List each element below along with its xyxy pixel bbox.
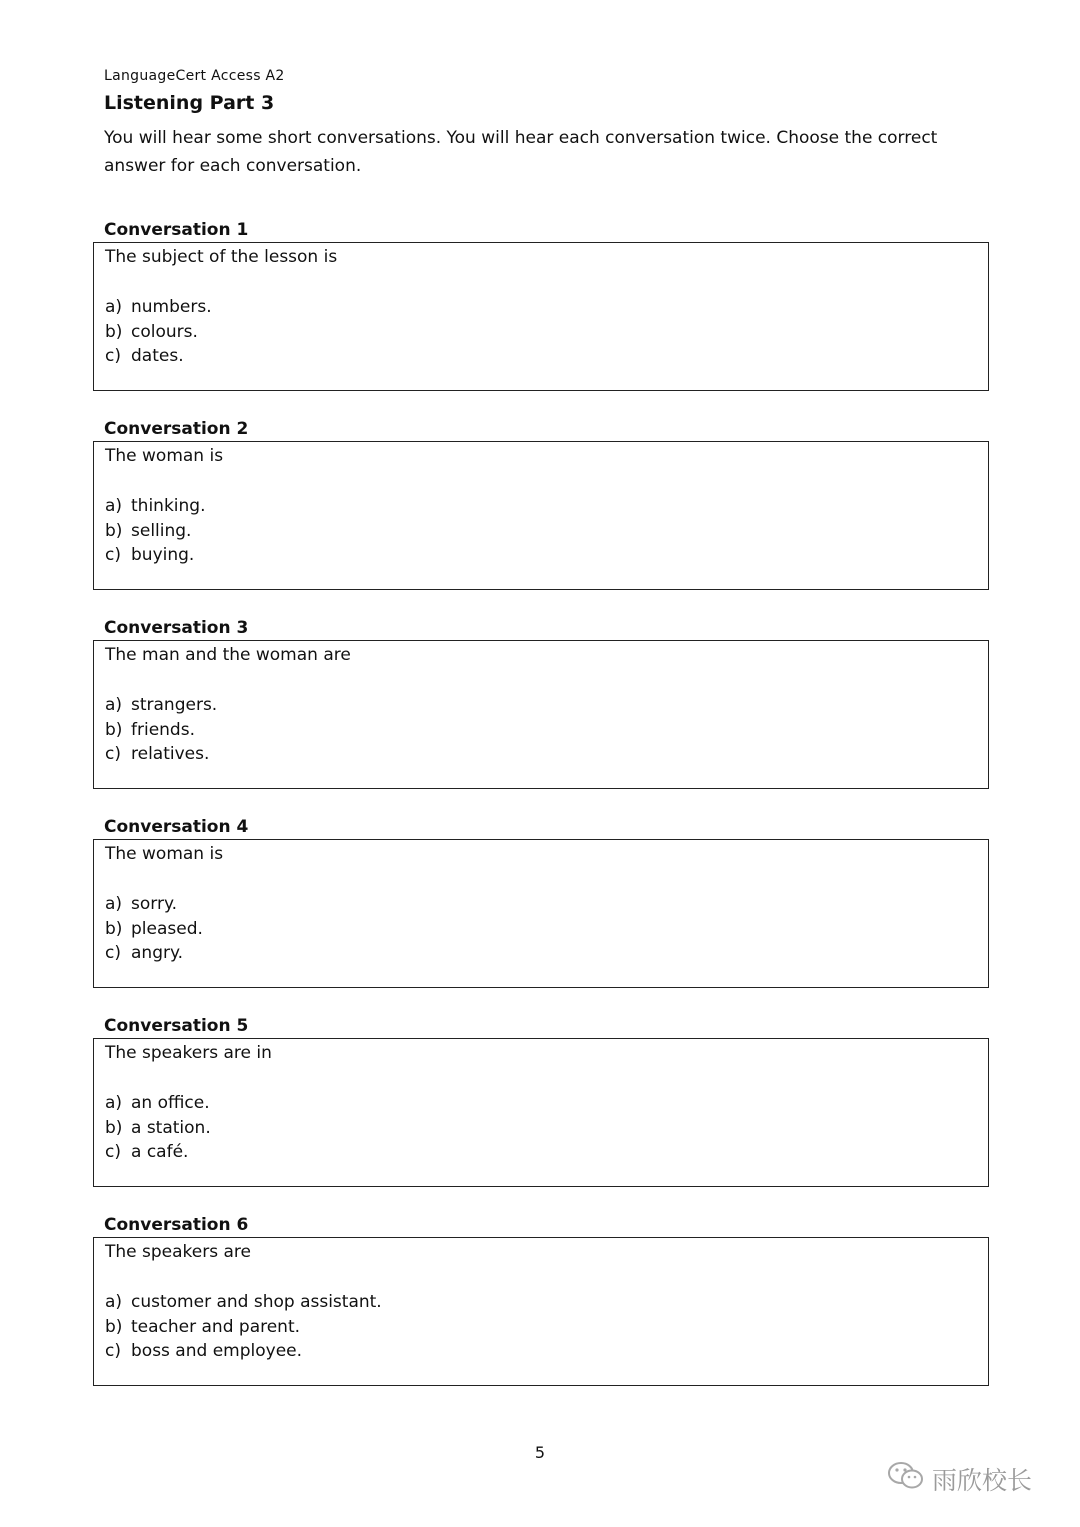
option-text: a café.	[131, 1142, 189, 1162]
option-letter: b)	[105, 1316, 123, 1337]
option-letter: c)	[105, 346, 121, 366]
option-text: a station.	[131, 1117, 211, 1138]
answer-option-a[interactable]	[105, 494, 205, 519]
question-prompt: The woman is	[105, 446, 224, 466]
option-text: sorry.	[131, 894, 177, 914]
answer-option-b[interactable]	[105, 1315, 382, 1340]
option-text: strangers.	[131, 695, 218, 715]
option-letter: b)	[105, 918, 123, 939]
option-letter: a)	[105, 695, 123, 715]
option-letter: a)	[105, 894, 123, 914]
option-letter: a)	[105, 496, 123, 516]
answer-option-b[interactable]	[105, 320, 212, 345]
answer-options	[105, 1091, 211, 1165]
option-text: teacher and parent.	[131, 1316, 301, 1337]
question-box	[93, 839, 989, 988]
conversation-label: Conversation 1	[104, 220, 249, 240]
answer-option-a[interactable]	[105, 1091, 211, 1116]
page-header: LanguageCert Access A2	[104, 68, 285, 84]
question-prompt: The woman is	[105, 844, 224, 864]
option-text: dates.	[131, 346, 184, 366]
conversation-label: Conversation 3	[104, 618, 249, 638]
option-text: customer and shop assistant.	[131, 1292, 382, 1312]
answer-option-a[interactable]	[105, 892, 203, 917]
conversation-label: Conversation 6	[104, 1215, 249, 1235]
answer-option-b[interactable]	[105, 917, 203, 942]
answer-option-c[interactable]	[105, 344, 212, 369]
section-title: Listening Part 3	[104, 92, 275, 114]
answer-option-b[interactable]	[105, 718, 217, 743]
answer-option-c[interactable]	[105, 1339, 382, 1364]
question-prompt: The speakers are in	[105, 1043, 272, 1063]
answer-options	[105, 494, 205, 568]
answer-options	[105, 295, 212, 369]
watermark	[886, 1460, 1032, 1498]
option-letter: a)	[105, 1292, 123, 1312]
question-prompt: The subject of the lesson is	[105, 247, 338, 267]
option-letter: a)	[105, 297, 123, 317]
instructions: You will hear some short conversations. You will hear each conversation twice. Choose the correct answer for each conversation.	[104, 128, 938, 176]
option-letter: c)	[105, 1341, 121, 1361]
answer-option-a[interactable]	[105, 1290, 382, 1315]
question-box	[93, 441, 989, 590]
answer-option-c[interactable]	[105, 941, 203, 966]
option-text: numbers.	[131, 297, 212, 317]
option-letter: b)	[105, 1117, 123, 1138]
wechat-icon	[886, 1460, 932, 1498]
option-letter: c)	[105, 545, 121, 565]
answer-option-a[interactable]	[105, 295, 212, 320]
answer-options	[105, 693, 217, 767]
option-letter: b)	[105, 321, 123, 342]
option-text: thinking.	[131, 496, 206, 516]
question-prompt: The speakers are	[105, 1242, 251, 1262]
option-text: angry.	[131, 943, 184, 963]
answer-option-c[interactable]	[105, 742, 217, 767]
answer-option-c[interactable]	[105, 1140, 211, 1165]
option-text: an office.	[131, 1093, 210, 1113]
option-text: pleased.	[131, 918, 203, 939]
option-text: colours.	[131, 321, 198, 342]
conversation-label: Conversation 2	[104, 419, 249, 439]
option-letter: c)	[105, 1142, 121, 1162]
option-text: buying.	[131, 545, 195, 565]
option-text: selling.	[131, 520, 192, 541]
question-box	[93, 640, 989, 789]
answer-option-a[interactable]	[105, 693, 217, 718]
option-letter: c)	[105, 943, 121, 963]
conversation-label: Conversation 4	[104, 817, 249, 837]
conversation-label: Conversation 5	[104, 1016, 249, 1036]
option-text: relatives.	[131, 744, 210, 764]
question-prompt: The man and the woman are	[105, 645, 351, 665]
answer-option-b[interactable]	[105, 1116, 211, 1141]
question-box	[93, 242, 989, 391]
answer-options	[105, 892, 203, 966]
option-letter: c)	[105, 744, 121, 764]
option-letter: b)	[105, 520, 123, 541]
answer-option-c[interactable]	[105, 543, 205, 568]
option-letter: b)	[105, 719, 123, 740]
option-text: friends.	[131, 719, 195, 740]
question-box	[93, 1038, 989, 1187]
option-text: boss and employee.	[131, 1341, 303, 1361]
watermark-text: 雨欣校长	[932, 1466, 1033, 1495]
page-number: 5	[534, 1443, 546, 1462]
question-box	[93, 1237, 989, 1386]
answer-options	[105, 1290, 382, 1364]
answer-option-b[interactable]	[105, 519, 205, 544]
option-letter: a)	[105, 1093, 123, 1113]
